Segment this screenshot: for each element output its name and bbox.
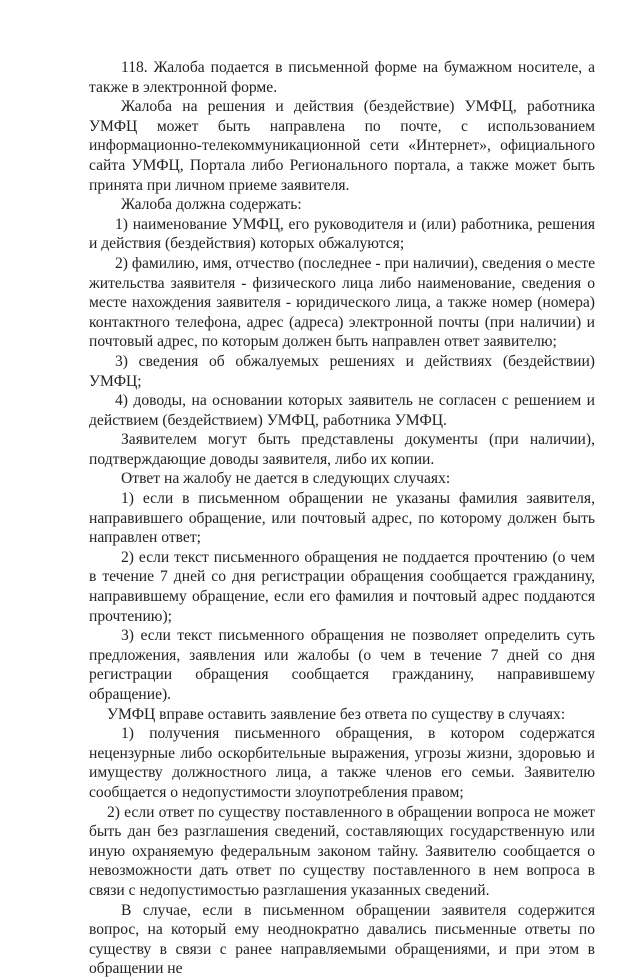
paragraph-supporting-documents: Заявителем могут быть представлены документы (при наличии), подтверждающие доводы заявителя, либо их копии. bbox=[89, 431, 595, 468]
list-item-no-response-2: 2) если текст письменного обращения не поддается прочтению (о чем в течение 7 дней со дня регистрации обращения сообщается гражданину, направившему обращение, если его фамилия и почтовый адрес поддаются прочтению); bbox=[89, 548, 595, 625]
list-item-no-response-1: 1) если в письменном обращении не указаны фамилия заявителя, направившего обращение, или почтовый адрес, по которому должен быть направлен ответ; bbox=[89, 490, 595, 547]
list-item-content-1: 1) наименование УМФЦ, его руководителя и (или) работника, решения и действия (бездействия) которых обжалуются; bbox=[89, 215, 595, 253]
list-item-content-2: 2) фамилию, имя, отчество (последнее - при наличии), сведения о месте жительства заявителя - физического лица либо наименование, сведения о месте нахождения заявителя - юридического лица, а также номер (номера) контактного телефона, адрес (адреса) электронной почты (при наличии) и почтовый адрес, по которым должен быть направлен ответ заявителю; bbox=[89, 254, 595, 351]
list-item-no-response-3: 3) если текст письменного обращения не позволяет определить суть предложения, заявления или жалобы (о чем в течение 7 дней со дня регистрации обращения сообщается гражданину, направившему обращение). bbox=[89, 627, 595, 703]
list-item-content-4: 4) доводы, на основании которых заявитель не согласен с решением и действием (бездействием) УМФЦ, работника УМФЦ. bbox=[89, 392, 595, 429]
paragraph-leave-without-answer-intro: УМФЦ вправе оставить заявление без ответа по существу в случаях: bbox=[107, 705, 566, 723]
paragraph-complaint-channels: Жалоба на решения и действия (бездействие) УМФЦ, работника УМФЦ может быть направлена по почте, с использованием информационно-телекоммуникационной сети «Интернет», официального сайта УМФЦ, Портала либо Регионального портала, а также может быть принята при личном приеме заявителя. bbox=[89, 98, 595, 194]
paragraph-no-response-intro: Ответ на жалобу не дается в следующих случаях: bbox=[121, 470, 451, 488]
list-item-without-answer-2: 2) если ответ по существу поставленного в обращении вопроса не может быть дан без разглашения сведений, составляющих государственную или иную охраняемую федеральным законом тайну. Заявителю сообщается о невозможности дать ответ по существу поставленного в нем вопроса в связи с недопустимостью разглашения указанных сведений. bbox=[89, 803, 595, 899]
list-item-without-answer-1: 1) получения письменного обращения, в котором содержатся нецензурные либо оскорбительные выражения, угрозы жизни, здоровью и имуществу должностного лица, а также членов его семьи. Заявителю сообщается о недопустимости злоупотребления правом; bbox=[89, 725, 595, 801]
paragraph-complaint-form: 118. Жалоба подается в письменной форме на бумажном носителе, а также в электронной форме. bbox=[89, 59, 595, 96]
paragraph-repeated-question: В случае, если в письменном обращении заявителя содержится вопрос, на который ему неоднократно давались письменные ответы по существу в связи с ранее направляемыми обращениями, и при этом в обращении не bbox=[89, 901, 595, 978]
paragraph-complaint-contents-intro: Жалоба должна содержать: bbox=[121, 196, 302, 214]
document-body bbox=[89, 58, 595, 979]
list-item-content-3: 3) сведения об обжалуемых решениях и действиях (бездействии) УМФЦ; bbox=[89, 352, 595, 390]
